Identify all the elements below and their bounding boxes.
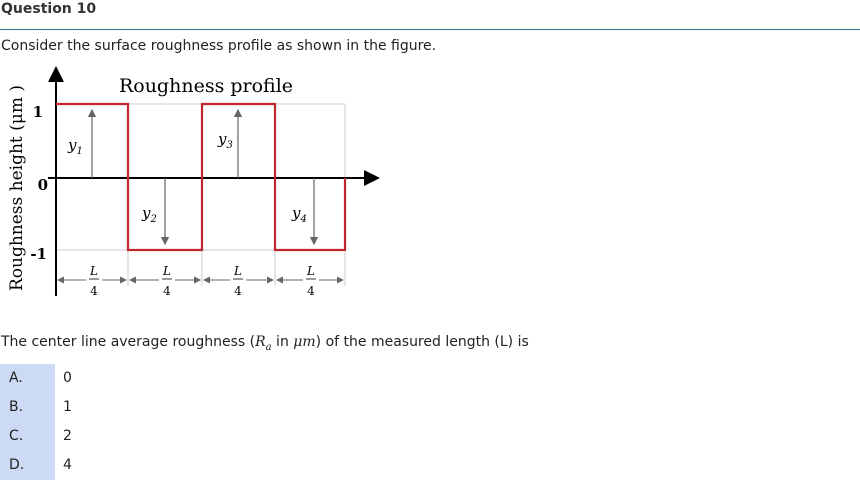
y4-label: $y_4$: [292, 204, 307, 225]
seg-1-num: L: [90, 264, 98, 278]
seg-4-num: L: [307, 264, 315, 278]
question-header: [0, 0, 860, 30]
y1-label: $y_1$: [68, 136, 83, 157]
option-value[interactable]: 1: [63, 399, 72, 415]
question-title: Question 10: [1, 1, 97, 17]
option-letter: D.: [9, 457, 25, 473]
y-axis-label: Roughness height (μm ): [7, 84, 27, 292]
option-letter: C.: [9, 428, 24, 444]
prompt-in: in: [271, 334, 294, 350]
prompt-before: The center line average roughness (: [1, 334, 256, 350]
y3-label: $y_3$: [218, 130, 233, 151]
ytick-1: 1: [32, 103, 43, 121]
ytick-m1: -1: [30, 245, 47, 263]
roughness-profile-chart: [0, 60, 380, 300]
y2-label: $y_2$: [142, 204, 157, 225]
option-letter: A.: [9, 370, 23, 386]
option-letter: B.: [9, 399, 24, 415]
question-text: Consider the surface roughness profile as shown in the figure.: [1, 38, 437, 54]
option-d-letter-cell[interactable]: [0, 451, 55, 480]
option-b-letter-cell[interactable]: [0, 393, 55, 422]
option-value[interactable]: 4: [63, 457, 72, 473]
chart-title: Roughness profile: [118, 75, 294, 97]
seg-3-den: 4: [234, 284, 242, 298]
ytick-0: 0: [37, 176, 48, 194]
seg-2-num: L: [163, 264, 171, 278]
roughness-figure: [0, 60, 380, 300]
question-prompt: [1, 334, 529, 353]
seg-1-den: 4: [90, 284, 98, 298]
prompt-after: ) of the measured length (L) is: [315, 334, 529, 350]
seg-4-den: 4: [307, 284, 315, 298]
prompt-math-ra: $R_a$: [255, 334, 272, 353]
seg-3-num: L: [234, 264, 242, 278]
seg-2-den: 4: [163, 284, 171, 298]
option-a-letter-cell[interactable]: [0, 364, 55, 393]
option-c-letter-cell[interactable]: [0, 422, 55, 451]
option-value[interactable]: 0: [63, 370, 72, 386]
option-value[interactable]: 2: [63, 428, 72, 444]
prompt-unit: μm: [293, 334, 316, 350]
